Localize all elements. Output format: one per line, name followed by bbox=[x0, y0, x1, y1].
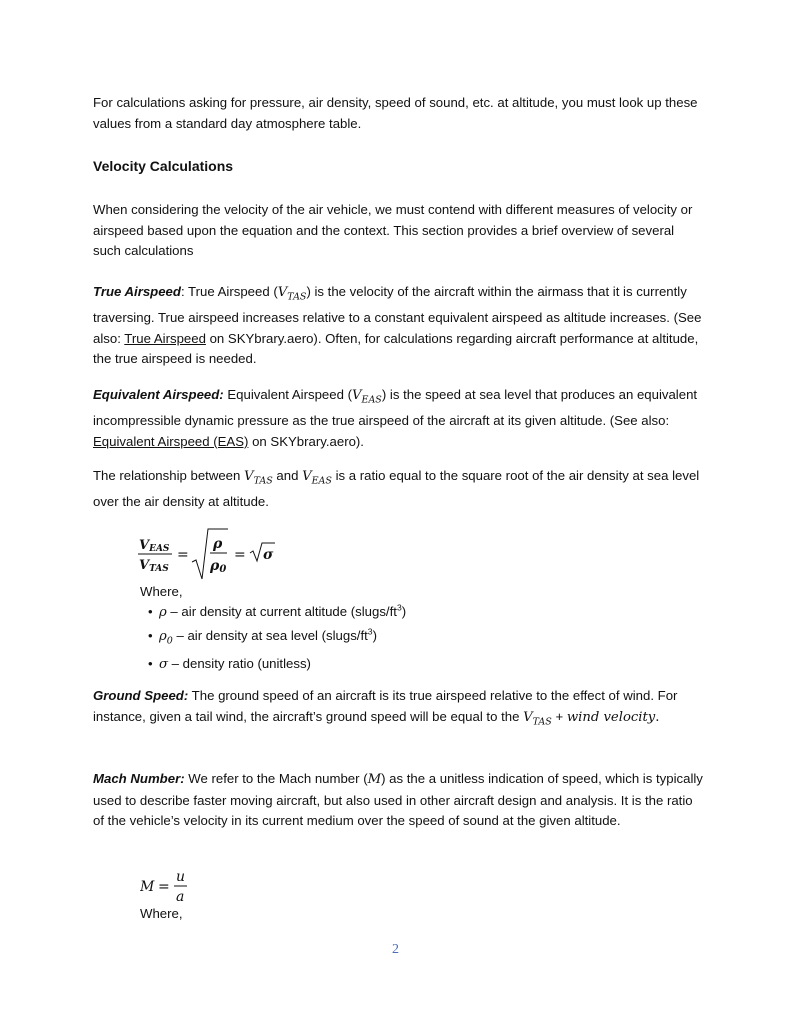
mach-symbol: M bbox=[367, 772, 382, 787]
equation-numerator: VEAS bbox=[139, 538, 170, 554]
equivalent-airspeed-lead: Equivalent Airspeed: bbox=[93, 387, 224, 402]
veas-symbol: $V_{EAS}$ bbox=[351, 388, 382, 406]
vtas-symbol: $V_{TAS}$ bbox=[277, 285, 307, 303]
equals-sign: = bbox=[234, 547, 246, 563]
equivalent-airspeed-paragraph: Equivalent Airspeed: Equivalent Airspeed $(V_{EAS})$ is the speed at sea level that produces an equivalent incompressible dynamic pressure as the true airspeed of the aircraft at its given altitude. (See also: Equivalent Airspeed (EAS) on SKYbrary.aero). bbox=[93, 387, 698, 449]
equals-sign: = bbox=[177, 547, 189, 563]
page-number: 2 bbox=[392, 942, 399, 957]
ground-speed-lead: Ground Speed: bbox=[93, 688, 189, 703]
true-airspeed-link[interactable]: True Airspeed bbox=[124, 330, 206, 346]
equivalent-airspeed-link[interactable]: Equivalent Airspeed (EAS) bbox=[93, 433, 249, 449]
definition-list bbox=[140, 601, 406, 676]
vtas-symbol: $V_{TAS}$ bbox=[523, 709, 552, 728]
true-airspeed-paragraph: True Airspeed: True Airspeed $(V_{TAS})$ is the velocity of the aircraft within the airmass that it is currently traversing. True airspeed increases relative to a constant equivalent airspeed as altitude increases. (See also: True Airspeed on SKYbrary.aero). Often, for calculations regarding aircraft performance at altitude, the true airspeed is needed. bbox=[93, 284, 702, 367]
velocity-symbol: u bbox=[176, 869, 186, 885]
list-item: • σ – density ratio (unitless) bbox=[140, 653, 406, 677]
section-heading: Velocity Calculations bbox=[93, 158, 234, 174]
rho-symbol: ρ bbox=[213, 536, 223, 552]
relationship-paragraph: The relationship between $V_{TAS}$ and $V_{EAS}$ is a ratio equal to the square root of the air density at sea level over the air density at altitude. bbox=[93, 468, 700, 510]
intro-paragraph: For calculations asking for pressure, air density, speed of sound, etc. at altitude, you must look up these values from a standard day atmosphere table. bbox=[93, 95, 698, 131]
equals-sign: = bbox=[158, 879, 170, 895]
where-label: Where, bbox=[140, 584, 183, 599]
rho-zero-symbol: ρ0 bbox=[210, 558, 227, 575]
sigma-symbol: σ bbox=[263, 547, 274, 563]
mach-equation bbox=[140, 866, 200, 906]
list-item: • $\rho_0$ – air density at sea level $(slugs/ft^3)$ bbox=[140, 625, 406, 653]
speed-of-sound-symbol: a bbox=[176, 889, 185, 905]
vtas-symbol: $V_{TAS}$ bbox=[244, 469, 273, 487]
veas-symbol: $V_{EAS}$ bbox=[302, 469, 332, 487]
mach-number-lead: Mach Number: bbox=[93, 771, 185, 786]
wind-velocity-term: wind velocity bbox=[566, 709, 656, 725]
density-ratio-equation bbox=[135, 524, 285, 580]
ground-speed-paragraph: Ground Speed: The ground speed of an aircraft is its true airspeed relative to the effect of wind. For instance, given a tail wind, the aircraft’s ground speed will be equal to the $V_{TAS}$ + wind velocity. bbox=[93, 688, 678, 728]
section-intro-paragraph: When considering the velocity of the air vehicle, we must contend with different measures of velocity or airspeed based upon the equation and the context. This section provides a brief overview of several such calculations bbox=[93, 202, 693, 259]
mach-number-paragraph: Mach Number: We refer to the Mach number (M) as the a unitless indication of speed, which is typically used to describe faster moving aircraft, but also used in other aircraft design and analysis. It is the ratio of the vehicle’s velocity in its current medium over the speed of sound at the given altitude. bbox=[93, 771, 703, 829]
list-item: • ρ – air density at current altitude $(slugs/ft^3)$ bbox=[140, 601, 406, 625]
mach-lhs: M bbox=[140, 879, 155, 895]
where-label: Where, bbox=[140, 906, 183, 921]
true-airspeed-lead: True Airspeed bbox=[93, 284, 181, 299]
equation-denominator: VTAS bbox=[139, 558, 169, 574]
